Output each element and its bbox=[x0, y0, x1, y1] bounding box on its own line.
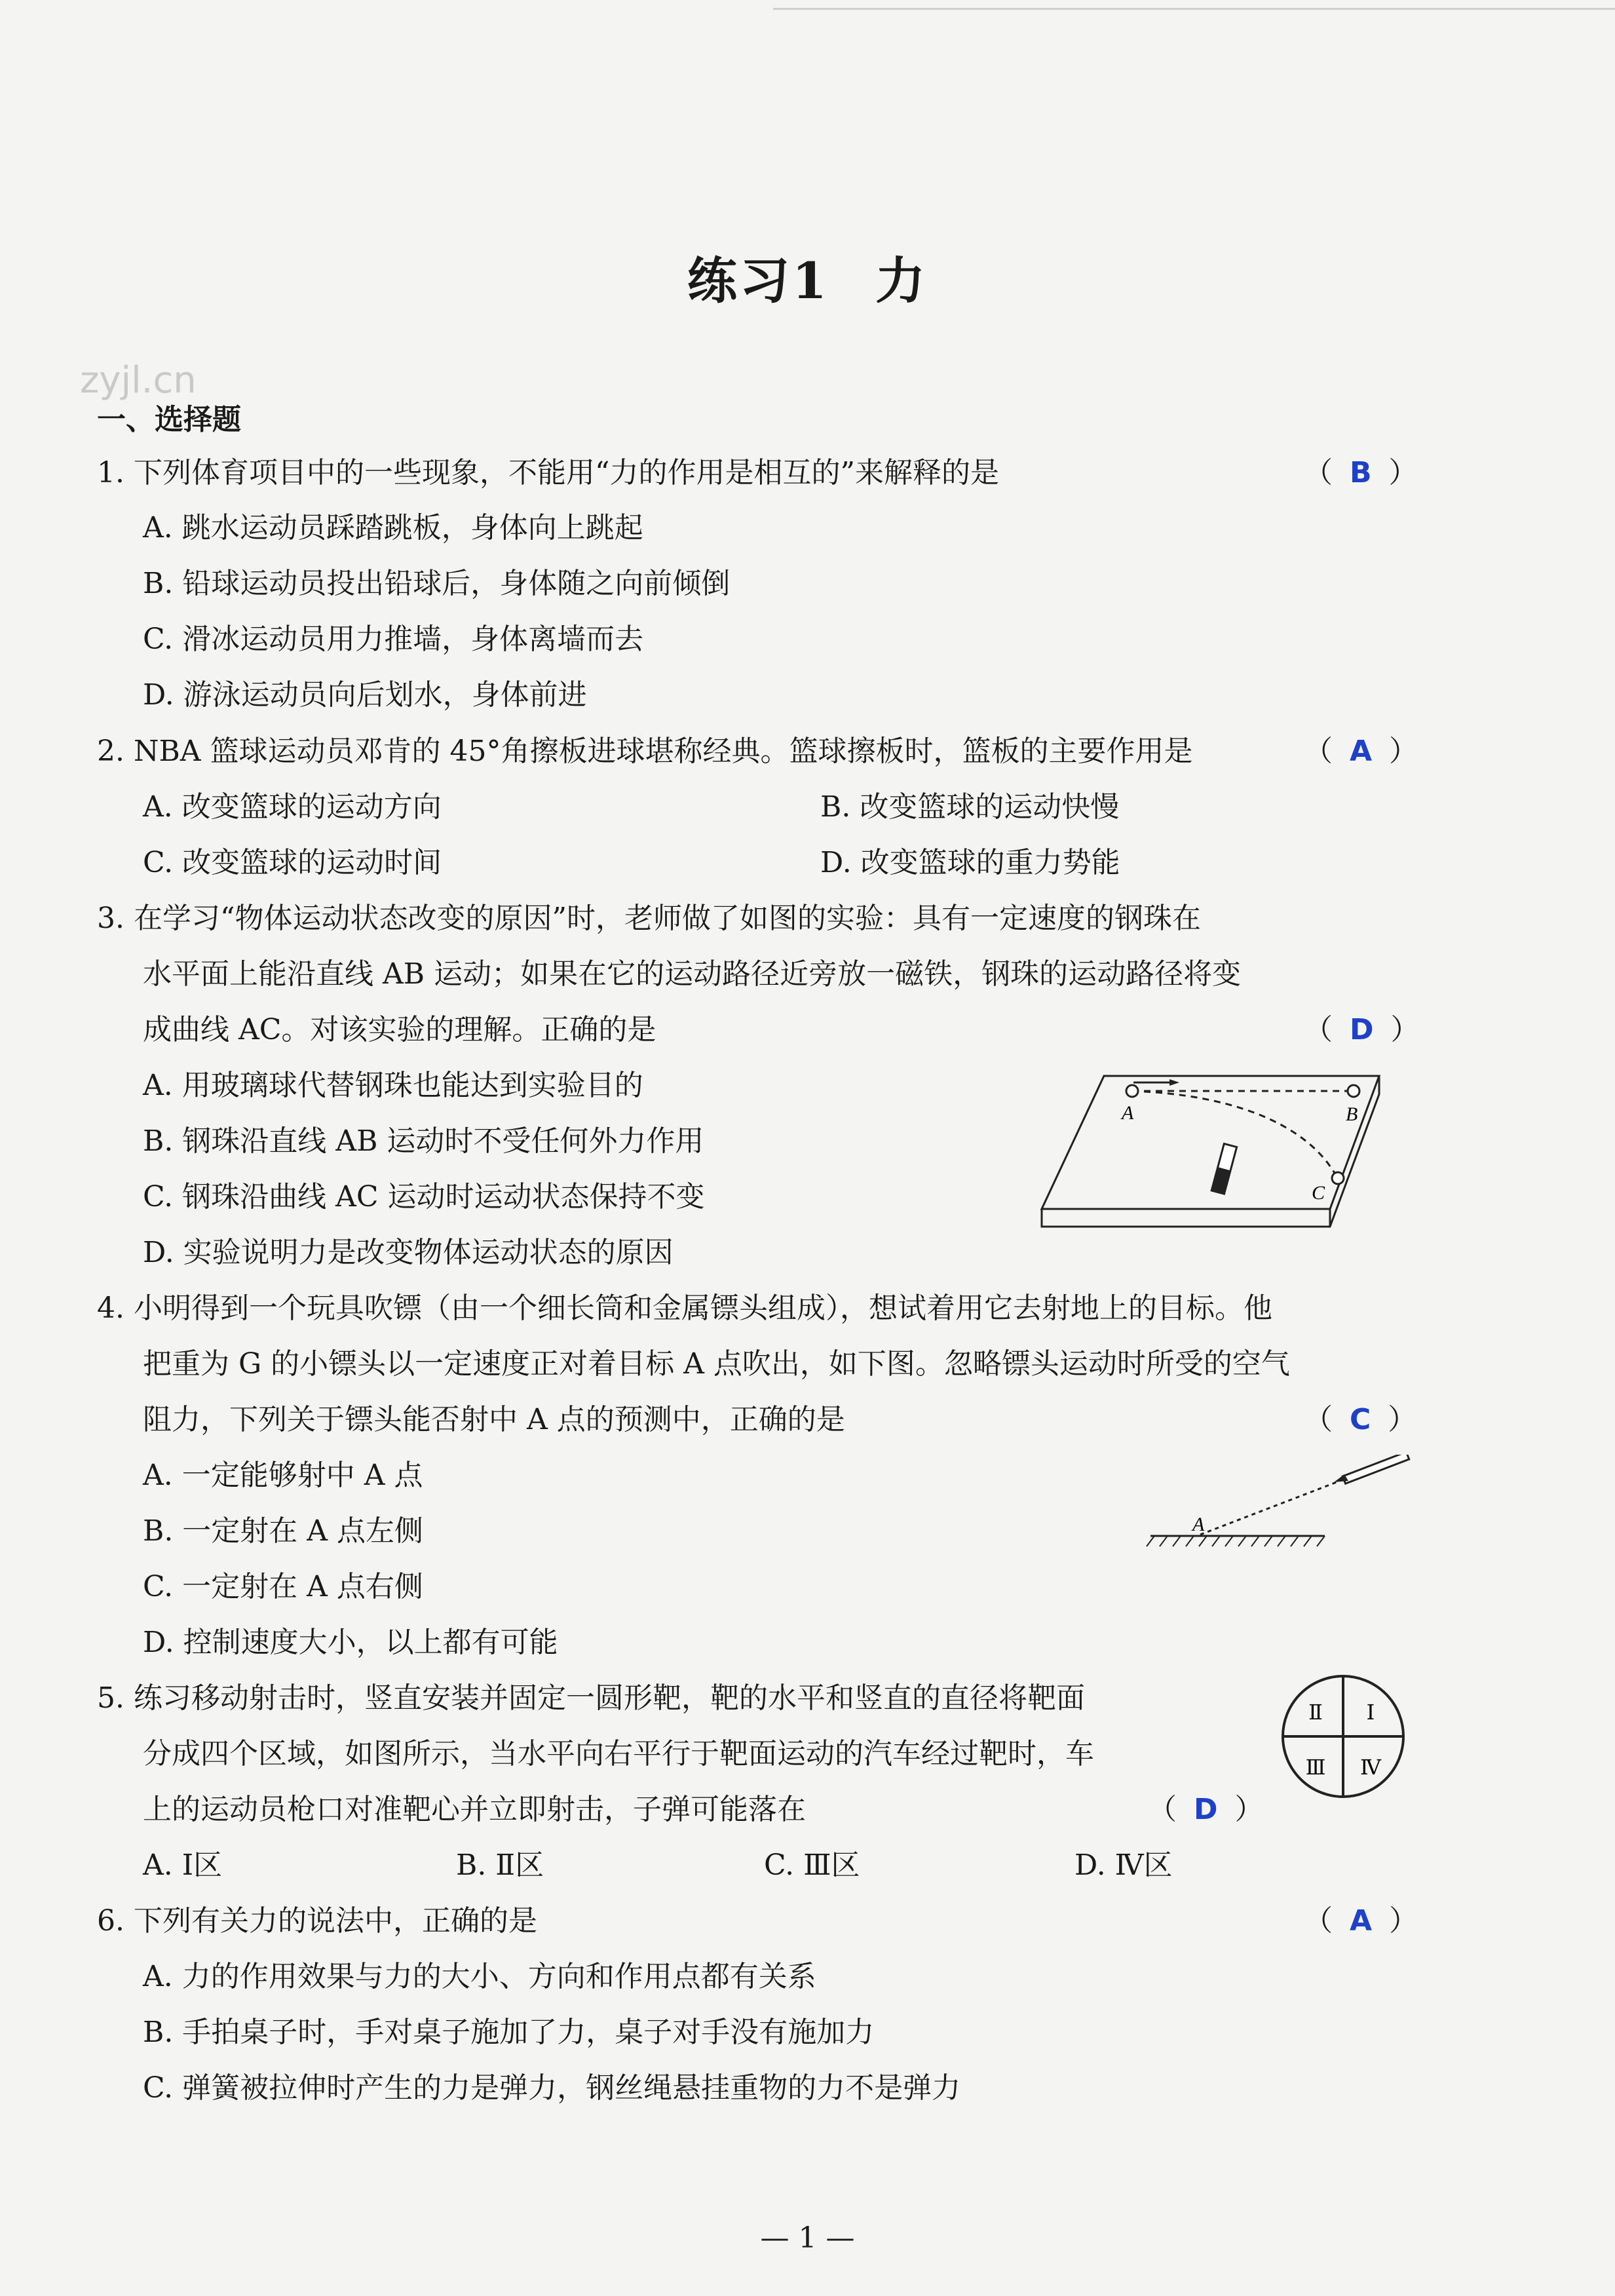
q6-answer: （ A ） bbox=[1304, 1904, 1418, 1938]
q5-stem-line3: 上的运动员枪口对准靶心并立即射击，子弹可能落在 bbox=[143, 1793, 806, 1826]
q5-answer: （ D ） bbox=[1148, 1793, 1264, 1826]
q5-stem-line1: 5. 练习移动射击时，竖直安装并固定一圆形靶，靶的水平和竖直的直径将靶面 bbox=[97, 1681, 1085, 1715]
q1-option-d: D. 游泳运动员向后划水，身体前进 bbox=[143, 678, 587, 712]
q4-option-b: B. 一定射在 A 点左侧 bbox=[143, 1514, 424, 1548]
dart-target-figure bbox=[1140, 1455, 1415, 1559]
scan-edge-line bbox=[773, 8, 1615, 10]
zone-3-label: Ⅲ bbox=[1305, 1755, 1326, 1780]
q6-option-c: C. 弹簧被拉伸时产生的力是弹力，钢丝绳悬挂重物的力不是弹力 bbox=[143, 2071, 961, 2105]
ground-hatch bbox=[1147, 1536, 1325, 1546]
q3-option-a: A. 用玻璃球代替钢珠也能达到实验目的 bbox=[143, 1069, 643, 1102]
label-c: C bbox=[1312, 1182, 1325, 1204]
q3-option-d: D. 实验说明力是改变物体运动状态的原因 bbox=[143, 1236, 674, 1269]
page-number: — 1 — bbox=[760, 2221, 855, 2255]
q1-option-a: A. 跳水运动员踩踏跳板，身体向上跳起 bbox=[143, 511, 643, 545]
q3-stem-line3: 成曲线 AC。对该实验的理解。正确的是 bbox=[143, 1013, 656, 1046]
q1-answer: （ B ） bbox=[1304, 456, 1418, 489]
q3-stem-line1: 3. 在学习“物体运动状态改变的原因”时，老师做了如图的实验：具有一定速度的钢珠在 bbox=[97, 902, 1201, 935]
q5-stem-line2: 分成四个区域，如图所示，当水平向右平行于靶面运动的汽车经过靶时，车 bbox=[143, 1737, 1094, 1770]
q4-answer-letter: C bbox=[1350, 1403, 1371, 1436]
q6-option-a: A. 力的作用效果与力的大小、方向和作用点都有关系 bbox=[143, 1960, 816, 1993]
q3-option-b: B. 钢珠沿直线 AB 运动时不受任何外力作用 bbox=[143, 1124, 704, 1158]
watermark: zyjl.cn bbox=[80, 359, 197, 402]
q1-stem: 1. 下列体育项目中的一些现象，不能用“力的作用是相互的”来解释的是 bbox=[97, 456, 999, 489]
zone-1-label: Ⅰ bbox=[1366, 1700, 1375, 1725]
zone-4-label: Ⅳ bbox=[1360, 1755, 1381, 1780]
page-title bbox=[0, 241, 1615, 313]
q2-option-d: D. 改变篮球的重力势能 bbox=[820, 846, 1120, 879]
q4-option-c: C. 一定射在 A 点右侧 bbox=[143, 1570, 423, 1603]
title-main: 练习1 bbox=[687, 252, 829, 310]
ball-a bbox=[1126, 1085, 1138, 1097]
dart-trajectory bbox=[1200, 1482, 1337, 1535]
round-target-figure bbox=[1278, 1671, 1409, 1802]
q2-option-c: C. 改变篮球的运动时间 bbox=[143, 846, 442, 879]
q5-answer-letter: D bbox=[1194, 1793, 1218, 1826]
q3-option-c: C. 钢珠沿曲线 AC 运动时运动状态保持不变 bbox=[143, 1180, 705, 1214]
q4-stem-line3: 阻力，下列关于镖头能否射中 A 点的预测中，正确的是 bbox=[143, 1403, 845, 1436]
q5-option-d: D. Ⅳ区 bbox=[1074, 1848, 1173, 1882]
q4-option-a: A. 一定能够射中 A 点 bbox=[143, 1459, 423, 1492]
q2-stem: 2. NBA 篮球运动员邓肯的 45°角擦板进球堪称经典。篮球擦板时，篮板的主要作用是 bbox=[97, 735, 1193, 768]
q6-option-b: B. 手拍桌子时，手对桌子施加了力，桌子对手没有施加力 bbox=[143, 2016, 875, 2049]
q6-stem: 6. 下列有关力的说法中，正确的是 bbox=[97, 1904, 537, 1938]
label-b: B bbox=[1346, 1103, 1358, 1125]
q4-answer: （ C ） bbox=[1304, 1403, 1417, 1436]
q5-option-c: C. Ⅲ区 bbox=[764, 1848, 860, 1882]
q6-answer-letter: A bbox=[1350, 1904, 1373, 1938]
point-c bbox=[1332, 1172, 1344, 1184]
point-b bbox=[1348, 1085, 1359, 1097]
q3-stem-line2: 水平面上能沿直线 AB 运动；如果在它的运动路径近旁放一磁铁，钢珠的运动路径将变 bbox=[143, 957, 1242, 991]
q1-answer-letter: B bbox=[1350, 456, 1372, 489]
q5-option-b: B. Ⅱ区 bbox=[456, 1848, 544, 1882]
q2-answer-letter: A bbox=[1350, 735, 1373, 768]
section-heading: 一、选择题 bbox=[97, 403, 241, 436]
q2-option-a: A. 改变篮球的运动方向 bbox=[143, 790, 442, 824]
q4-stem-line2: 把重为 G 的小镖头以一定速度正对着目标 A 点吹出，如下图。忽略镖头运动时所受的空气 bbox=[143, 1347, 1290, 1381]
q4-stem-line1: 4. 小明得到一个玩具吹镖（由一个细长筒和金属镖头组成），想试着用它去射地上的目标。他 bbox=[97, 1292, 1272, 1325]
q2-answer: （ A ） bbox=[1304, 735, 1418, 768]
q2-option-b: B. 改变篮球的运动快慢 bbox=[820, 790, 1120, 824]
title-sub: 力 bbox=[875, 252, 928, 310]
q1-option-b: B. 铅球运动员投出铅球后，身体随之向前倾倒 bbox=[143, 567, 731, 600]
label-target-a: A bbox=[1192, 1514, 1205, 1535]
magnet-steel-ball-figure bbox=[1029, 1068, 1396, 1232]
label-a: A bbox=[1122, 1102, 1134, 1124]
magnet bbox=[1211, 1143, 1236, 1194]
q1-option-c: C. 滑冰运动员用力推墙，身体离墙而去 bbox=[143, 622, 644, 656]
zone-2-label: Ⅱ bbox=[1308, 1700, 1323, 1725]
q3-answer: （ D ） bbox=[1304, 1013, 1420, 1046]
q3-answer-letter: D bbox=[1350, 1013, 1374, 1046]
table-top-surface bbox=[1042, 1076, 1379, 1209]
q4-option-d: D. 控制速度大小，以上都有可能 bbox=[143, 1626, 558, 1659]
q5-option-a: A. Ⅰ区 bbox=[143, 1848, 223, 1882]
blowgun bbox=[1342, 1455, 1409, 1483]
